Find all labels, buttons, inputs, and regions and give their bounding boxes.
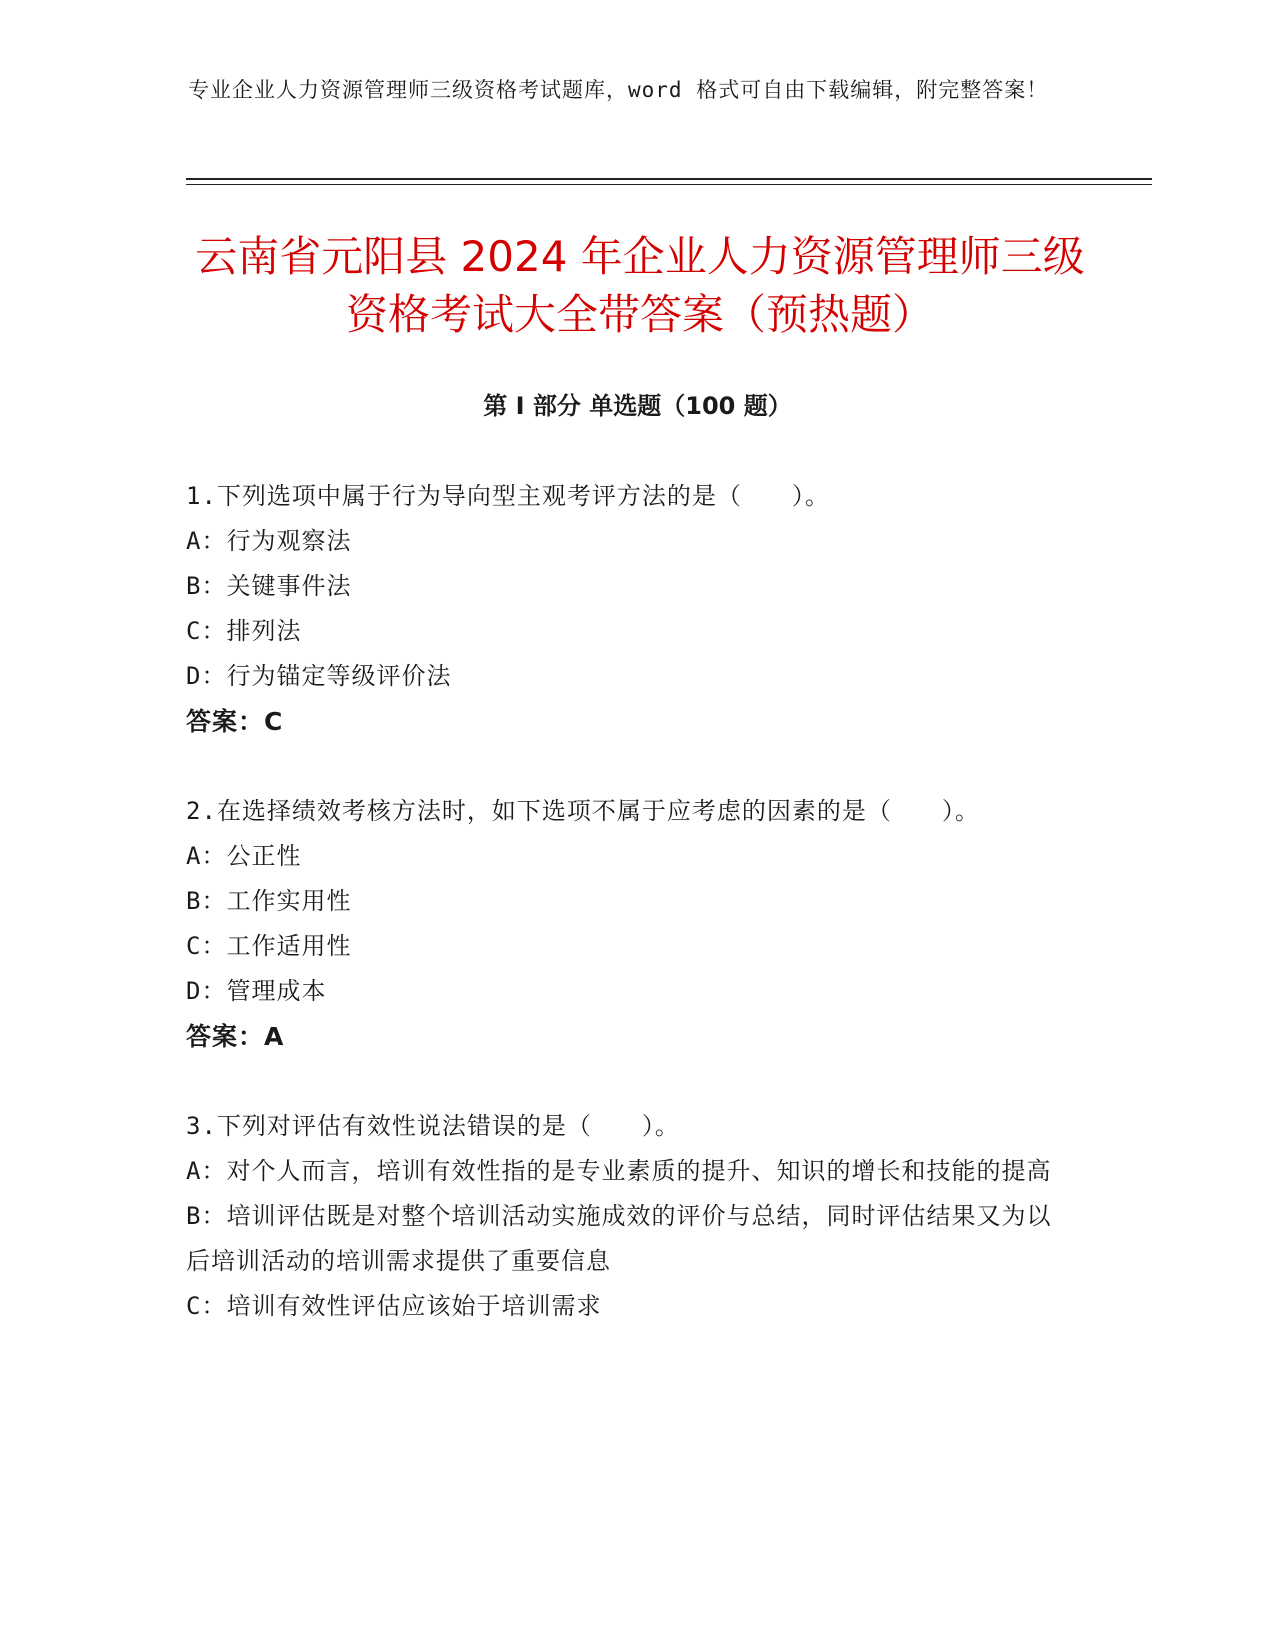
option-a: A：公正性 [186,842,302,870]
question-stem: 2.在选择绩效考核方法时，如下选项不属于应考虑的因素的是（ ）。 [186,797,980,825]
option-c: C：培训有效性评估应该始于培训需求 [186,1292,602,1320]
option-b: B：工作实用性 [186,887,352,915]
option-a: A：对个人而言，培训有效性指的是专业素质的提升、知识的增长和技能的提高 [186,1157,1052,1185]
section-title: 第 I 部分 单选题（100 题） [483,392,792,420]
option-d: D：管理成本 [186,977,327,1005]
option-b: B：培训评估既是对整个培训活动实施成效的评价与总结，同时评估结果又为以后培训活动的培训需求提供了重要信息 [186,1202,1052,1275]
option-d: D：行为锚定等级评价法 [186,662,452,690]
header-divider-thin [186,184,1152,185]
question-stem: 3.下列对评估有效性说法错误的是（ ）。 [186,1112,680,1140]
question-list [186,474,1066,1329]
question-2 [186,789,1066,1059]
answer: 答案：C [186,707,284,736]
option-c: C：工作适用性 [186,932,352,960]
header-divider-thick [186,178,1152,180]
option-a: A：行为观察法 [186,527,352,555]
option-c: C：排列法 [186,617,302,645]
header-note: 专业企业人力资源管理师三级资格考试题库，word 格式可自由下载编辑，附完整答案！ [188,78,1049,102]
question-3 [186,1104,1066,1329]
question-1 [186,474,1066,744]
document-title: 云南省元阳县 2024 年企业人力资源管理师三级资格考试大全带答案（预热题） [195,232,1085,339]
question-stem: 1.下列选项中属于行为导向型主观考评方法的是（ ）。 [186,482,830,510]
answer: 答案：A [186,1022,285,1051]
option-b: B：关键事件法 [186,572,352,600]
